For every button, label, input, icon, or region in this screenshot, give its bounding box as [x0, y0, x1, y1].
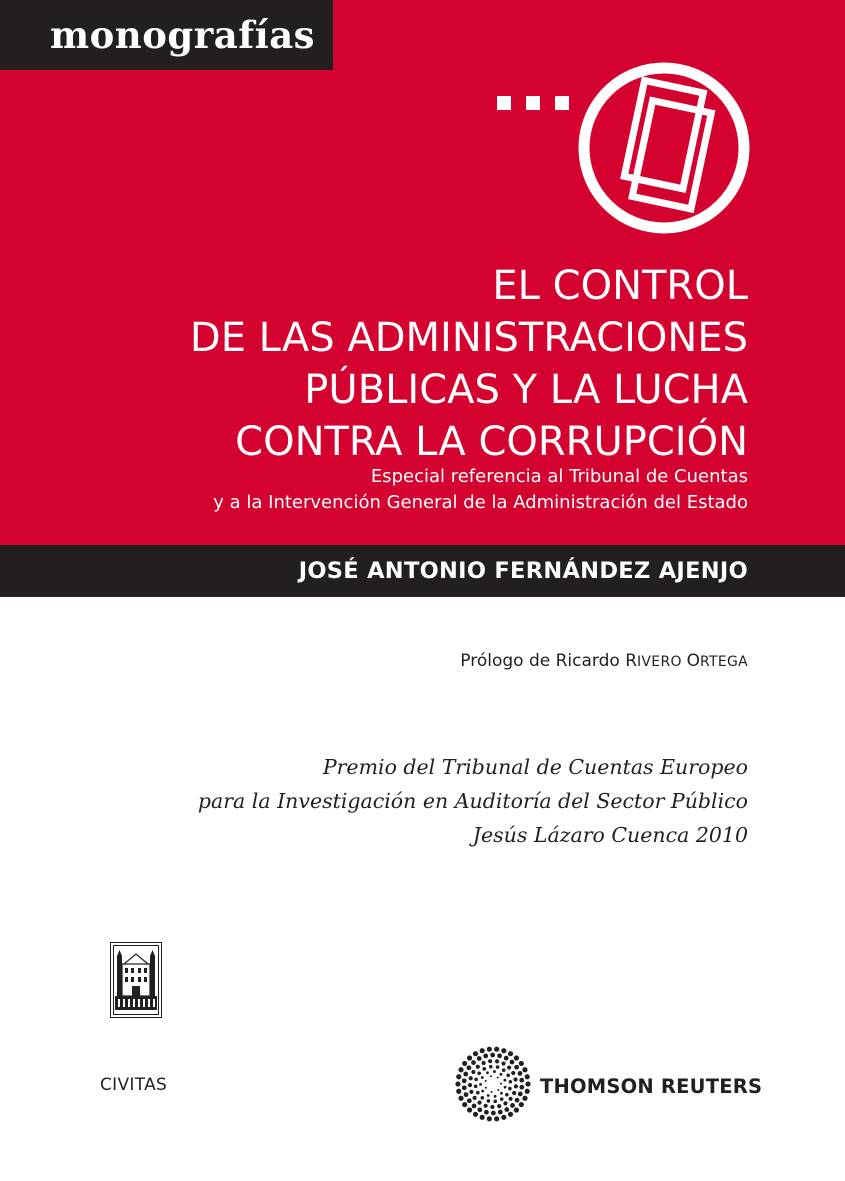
logo-dot: [525, 1089, 530, 1094]
logo-dot: [484, 1110, 489, 1115]
dot-1: [497, 96, 511, 110]
logo-dot: [512, 1091, 516, 1095]
logo-dot: [477, 1107, 482, 1112]
award-line-3: Jesús Lázaro Cuenca 2010: [472, 823, 748, 847]
logo-dot: [514, 1055, 519, 1060]
logo-dot: [493, 1100, 497, 1104]
logo-dot: [503, 1101, 507, 1105]
prologue-surname-rest: IVERO: [637, 654, 687, 670]
logo-dot: [480, 1048, 485, 1053]
prologue-credit: [460, 648, 748, 675]
logo-dot: [476, 1091, 480, 1095]
logo-dot: [500, 1092, 503, 1095]
logo-dot: [485, 1080, 487, 1082]
logo-dot: [506, 1073, 510, 1077]
logo-dot: [496, 1065, 500, 1069]
imprint-name: CIVITAS: [100, 1075, 168, 1095]
logo-dot: [462, 1061, 467, 1066]
logo-dot: [509, 1080, 513, 1084]
logo-dot: [480, 1115, 485, 1120]
logo-dot: [481, 1061, 485, 1065]
logo-dot: [462, 1102, 467, 1107]
logo-dot: [504, 1107, 509, 1112]
award-line-2: para la Investigación en Auditoría del Sector Público: [197, 789, 748, 813]
book-title: [128, 260, 748, 468]
logo-dot: [504, 1086, 507, 1089]
logo-dot: [467, 1107, 472, 1112]
logo-dot: [525, 1081, 530, 1086]
logo-dot: [462, 1078, 467, 1083]
logo-dot: [518, 1092, 523, 1097]
logo-dot: [508, 1087, 512, 1091]
logo-dot: [462, 1085, 467, 1090]
rotated-frames-in-circle-icon: [574, 58, 754, 238]
logo-dot: [481, 1090, 484, 1093]
logo-dot: [487, 1094, 490, 1097]
logo-dot: [519, 1078, 524, 1083]
logo-dot: [495, 1059, 499, 1063]
award-line-1: Premio del Tribunal de Cuentas Europeo: [322, 755, 748, 779]
dotted-circle-icon: [455, 1046, 531, 1122]
logo-dot: [473, 1112, 478, 1117]
logo-dot: [522, 1067, 527, 1072]
logo-dot: [484, 1104, 488, 1108]
logo-dot: [510, 1060, 515, 1065]
title-line-3: PÚBLICAS Y LA LUCHA: [304, 367, 748, 413]
logo-dot: [494, 1116, 499, 1121]
logo-dot: [501, 1115, 506, 1120]
building-emblem-icon: [110, 942, 162, 1018]
logo-dot: [503, 1079, 506, 1082]
prologue-prefix: Prólogo de Ricardo: [460, 651, 626, 671]
logo-dot: [490, 1105, 494, 1109]
logo-dot: [458, 1096, 463, 1101]
logo-dot: [464, 1092, 469, 1097]
logo-dot: [507, 1065, 511, 1069]
logo-dot: [473, 1096, 477, 1100]
logo-dot: [486, 1071, 489, 1074]
dot-3: [555, 96, 569, 110]
logo-dot: [494, 1095, 497, 1098]
logo-dot: [522, 1096, 527, 1101]
logo-dot: [471, 1070, 475, 1074]
logo-dot: [501, 1048, 506, 1053]
dot-2: [526, 96, 540, 110]
award-text: [108, 750, 748, 852]
logo-dot: [508, 1112, 513, 1117]
logo-dot: [519, 1102, 524, 1107]
logo-dot: [487, 1116, 492, 1121]
logo-dot: [514, 1084, 518, 1088]
prologue-second-rest: RTEGA: [699, 654, 748, 670]
logo-dot: [467, 1055, 472, 1060]
title-line-2: DE LAS ADMINISTRACIONES: [189, 315, 748, 361]
publisher-name: THOMSON REUTERS: [540, 1075, 763, 1098]
logo-dot: [467, 1065, 472, 1070]
logo-dot: [479, 1083, 482, 1086]
prologue-second-initial: O: [686, 651, 700, 671]
logo-dot: [508, 1097, 512, 1101]
author-bar: [0, 545, 845, 597]
logo-dot: [483, 1054, 488, 1059]
logo-dot: [500, 1097, 504, 1101]
logo-dot: [490, 1075, 492, 1077]
logo-dot: [485, 1087, 487, 1089]
logo-dot: [515, 1098, 520, 1103]
logo-dot: [467, 1098, 472, 1103]
logo-dot: [469, 1076, 473, 1080]
logo-dot: [487, 1047, 492, 1052]
logo-dot: [488, 1059, 492, 1063]
logo-dot: [471, 1060, 476, 1065]
logo-dot: [502, 1068, 506, 1072]
logo-dot: [497, 1089, 499, 1091]
prologue-surname-initial: R: [625, 651, 637, 671]
subtitle-line-2: y a la Intervención General de la Administración del Estado: [213, 492, 748, 513]
logo-dot: [493, 1070, 496, 1073]
logo-dot: [514, 1065, 519, 1070]
logo-dot: [473, 1051, 478, 1056]
logo-dot: [497, 1077, 499, 1079]
author-name: JOSÉ ANTONIO FERNÁNDEZ AJENJO: [298, 558, 748, 584]
logo-dot: [498, 1110, 503, 1115]
logo-dot: [510, 1103, 515, 1108]
series-label: monografías: [0, 0, 333, 70]
logo-dot: [476, 1065, 480, 1069]
logo-dot: [518, 1071, 523, 1076]
logo-dot: [474, 1084, 478, 1088]
logo-dot: [497, 1053, 502, 1058]
logo-dot: [491, 1091, 493, 1093]
logo-dot: [500, 1073, 503, 1076]
title-line-1: EL CONTROL: [492, 263, 748, 309]
logo-dot: [481, 1076, 484, 1079]
logo-dot: [514, 1107, 519, 1112]
logo-dot: [519, 1061, 524, 1066]
logo-dot: [456, 1074, 461, 1079]
logo-dot: [511, 1071, 515, 1075]
logo-dot: [463, 1072, 468, 1077]
logo-dot: [519, 1085, 524, 1090]
logo-dot: [497, 1104, 501, 1108]
logo-dot: [472, 1104, 477, 1109]
subtitle-line-1: Especial referencia al Tribunal de Cuentas: [370, 466, 748, 487]
logo-dot: [500, 1083, 502, 1085]
logo-dot: [525, 1074, 530, 1079]
logo-dot: [491, 1111, 496, 1116]
logo-dot: [477, 1101, 481, 1105]
logo-dot: [489, 1065, 493, 1069]
logo-dot: [456, 1089, 461, 1094]
logo-dot: [474, 1078, 478, 1082]
logo-dot: [477, 1072, 481, 1076]
logo-dot: [477, 1056, 482, 1061]
logo-dot: [501, 1061, 505, 1065]
logo-dot: [482, 1067, 486, 1071]
logo-dot: [469, 1090, 473, 1094]
book-subtitle: [108, 464, 748, 516]
logo-dot: [455, 1081, 460, 1086]
logo-dot: [481, 1096, 485, 1100]
logo-dot: [504, 1056, 509, 1061]
logo-dot: [513, 1077, 517, 1081]
logo-dot: [458, 1067, 463, 1072]
logo-dot: [487, 1099, 491, 1103]
logo-dot: [505, 1093, 509, 1097]
logo-dot: [490, 1053, 495, 1058]
logo-dot: [494, 1047, 499, 1052]
logo-dot: [508, 1051, 513, 1056]
logo-dot: [468, 1083, 472, 1087]
title-line-4: CONTRA LA CORRUPCIÓN: [235, 419, 748, 465]
